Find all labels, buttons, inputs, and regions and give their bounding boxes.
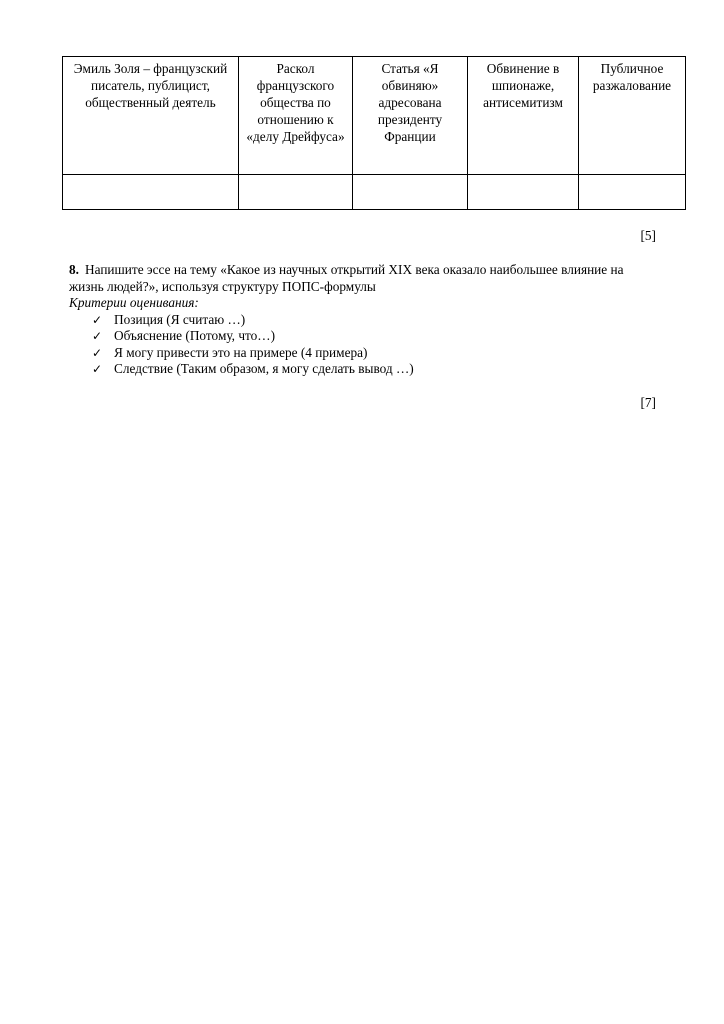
criteria-item-label: Следствие (Таким образом, я могу сделать вывод …): [114, 361, 414, 376]
list-item: [69, 312, 629, 329]
table-row: [63, 175, 686, 210]
table-cell-empty[interactable]: [63, 175, 239, 210]
task8-text: Напишите эссе на тему «Какое из научных открытий XIX века оказало наибольшее влияние на жизнь людей?», используя структуру ПОПС-формулы: [69, 262, 624, 294]
criteria-list: [69, 312, 629, 378]
list-item: [69, 345, 629, 362]
task8-block: [69, 262, 629, 378]
list-item: [69, 328, 629, 345]
table-cell-empty[interactable]: [468, 175, 579, 210]
task7-score: [5]: [640, 228, 656, 243]
table-cell: Статья «Я обвиняю» адресована президенту Франции: [353, 57, 468, 175]
table-cell: Эмиль Золя – французский писатель, публицист, общественный деятель: [63, 57, 239, 175]
task8-score: [7]: [640, 395, 656, 410]
task8-prompt: [69, 262, 629, 295]
answer-table: [62, 56, 686, 210]
table-row: [63, 57, 686, 175]
table-cell-empty[interactable]: [353, 175, 468, 210]
criteria-item-label: Объяснение (Потому, что…): [114, 328, 276, 343]
checkmark-icon: ✓: [92, 329, 103, 343]
criteria-label: Критерии оценивания:: [69, 295, 199, 310]
table-cell: Обвинение в шпионаже, антисемитизм: [468, 57, 579, 175]
table-cell-empty[interactable]: [579, 175, 686, 210]
checkmark-icon: ✓: [92, 362, 103, 376]
table-cell-empty[interactable]: [239, 175, 353, 210]
table-cell: Раскол французского общества по отношению к «делу Дрейфуса»: [239, 57, 353, 175]
task8-number: 8.: [69, 262, 79, 277]
criteria-item-label: Я могу привести это на примере (4 примера): [114, 344, 368, 360]
table-cell: Публичное разжалование: [579, 57, 686, 175]
list-item: [69, 361, 629, 378]
criteria-item-label: Позиция (Я считаю …): [114, 311, 246, 327]
checkmark-icon: ✓: [92, 345, 103, 360]
checkmark-icon: ✓: [92, 312, 103, 327]
